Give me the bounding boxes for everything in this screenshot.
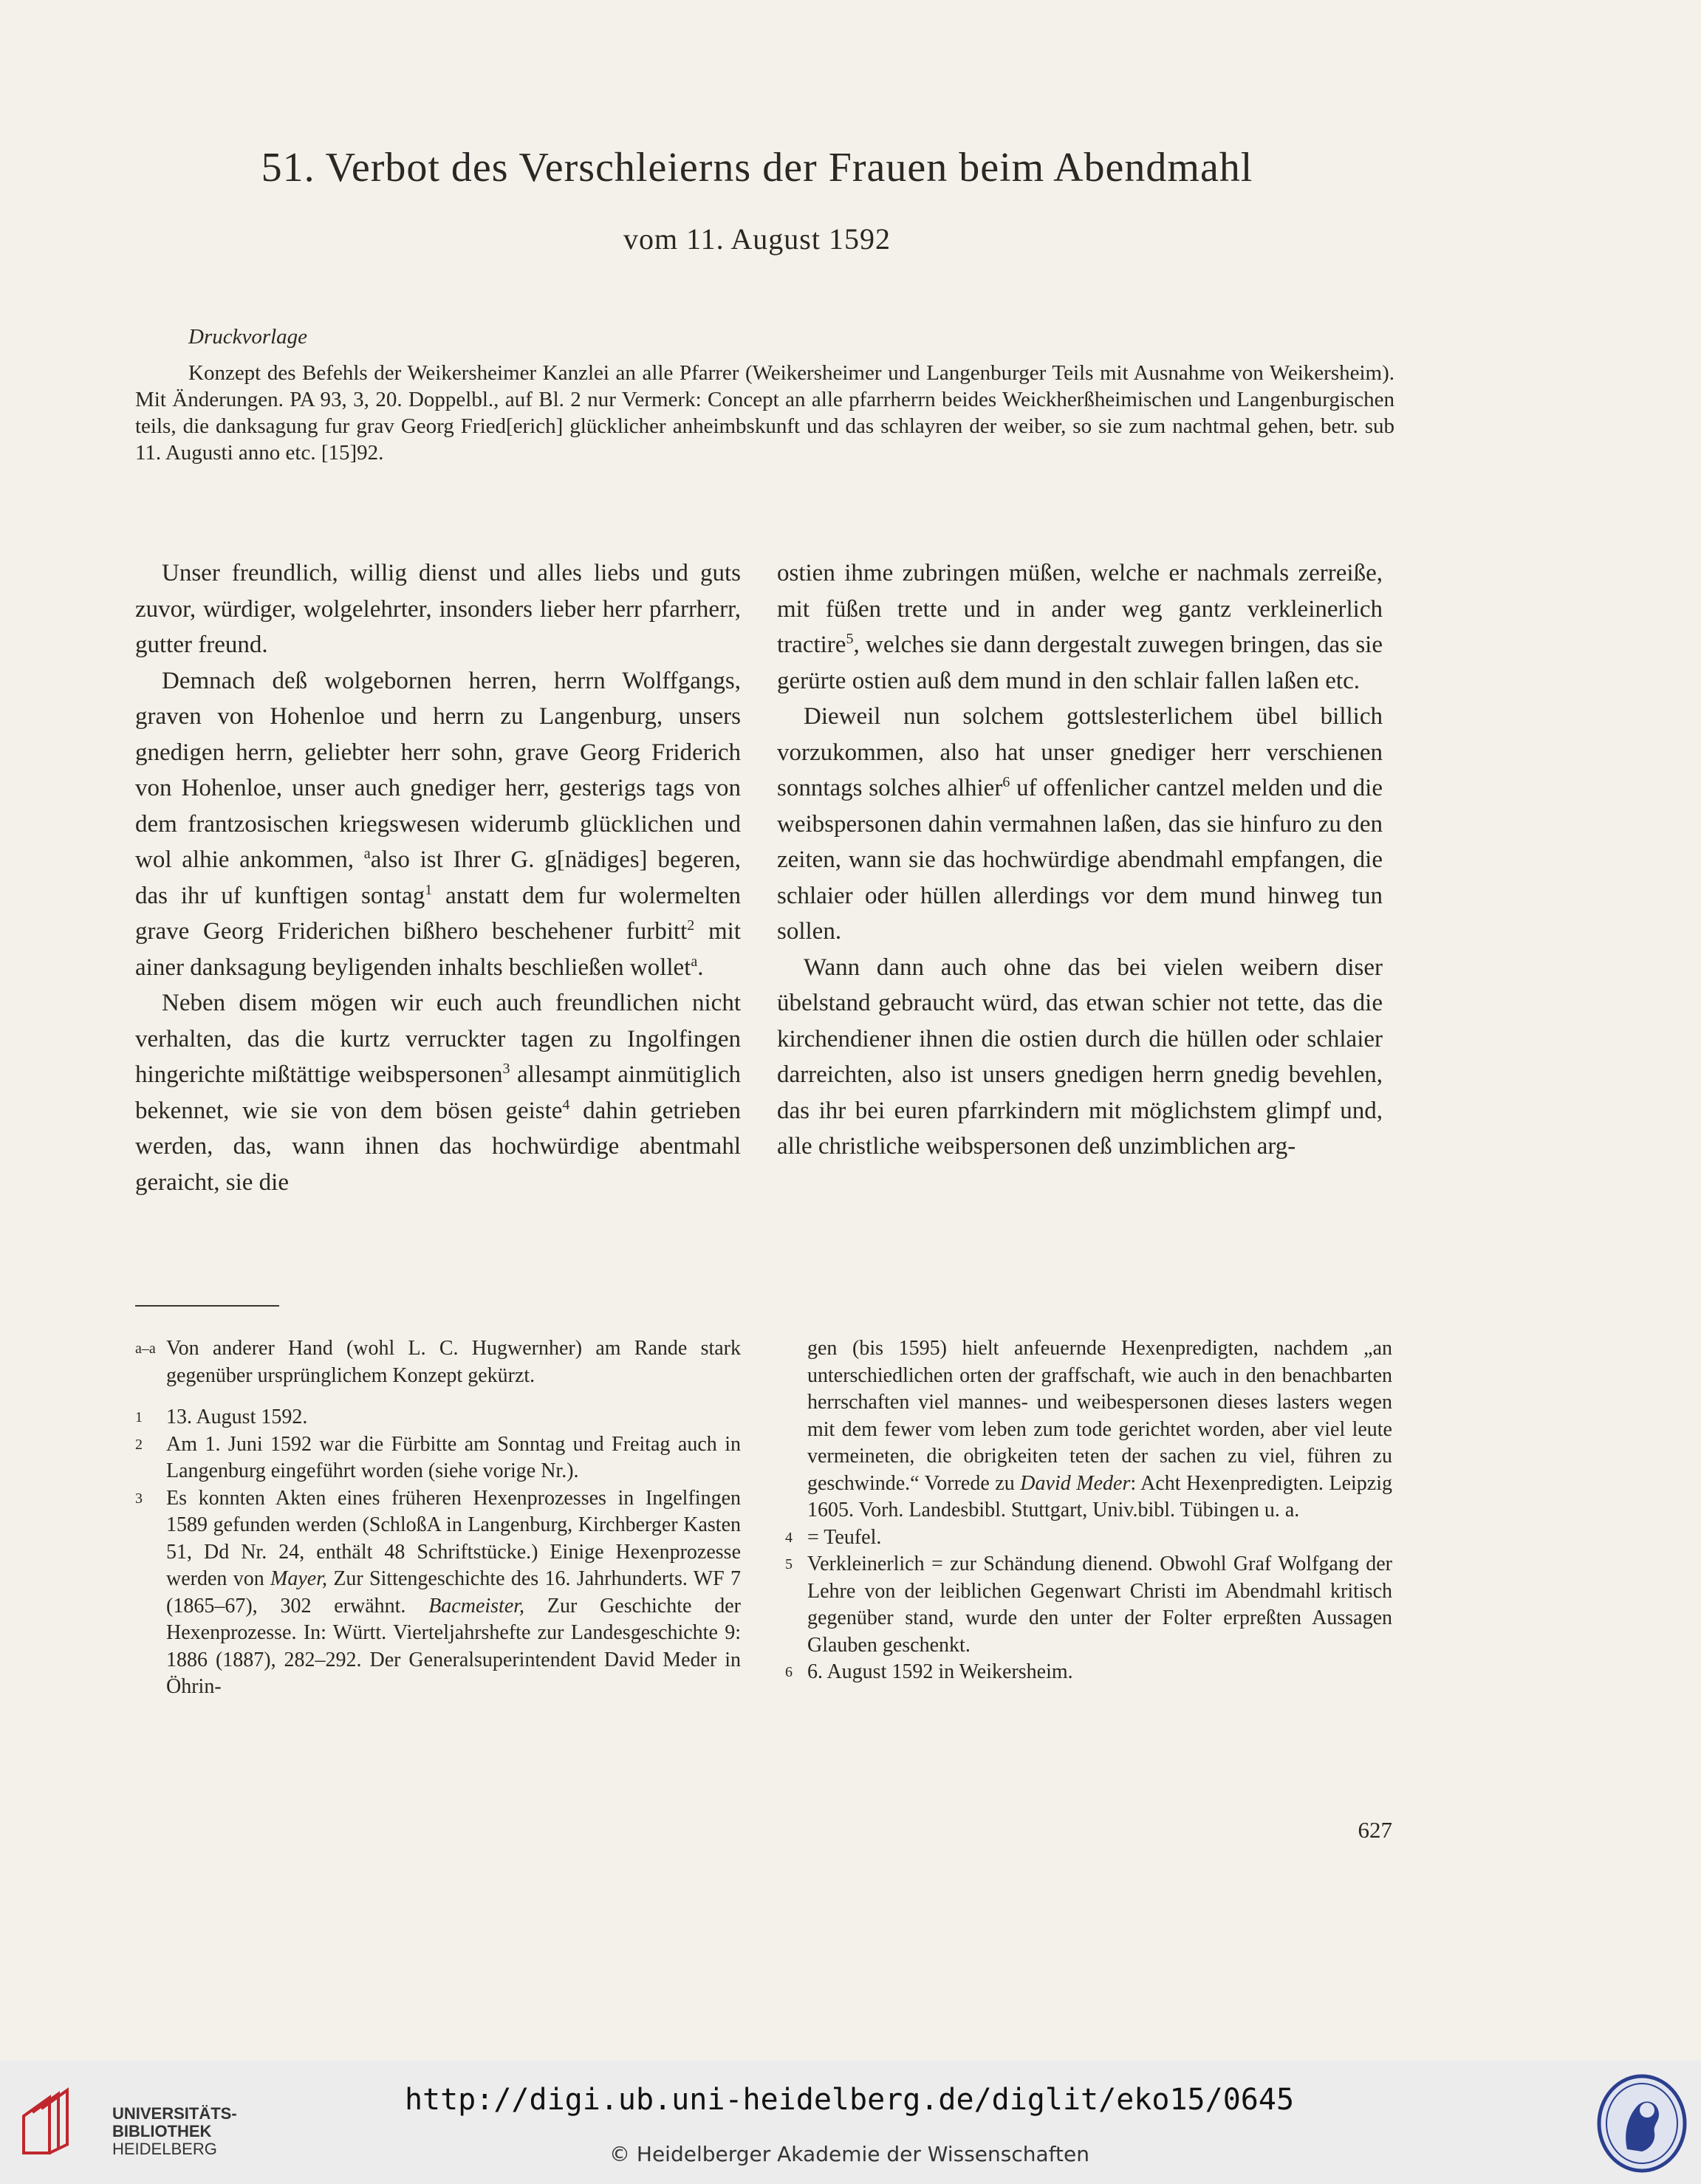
footnote-marker: a bbox=[691, 953, 698, 970]
footnote: 5 Verkleinerlich = zur Schändung dienend. Obwohl Graf Wolfgang der Lehre von der leiblichen Gegenwart Christi im Abendmahl kritisch gegenüber stand, wurde den unter der Folter erpreßten Aussagen Glauben geschenkt. bbox=[785, 1553, 1392, 1657]
copyright-credit: © Heidelberger Akademie der Wissenschaften bbox=[609, 2142, 1089, 2166]
footnote: 1 13. August 1592. bbox=[135, 1406, 308, 1428]
footnote-marker: 2 bbox=[687, 917, 695, 934]
university-library-logo[interactable] bbox=[16, 2087, 237, 2158]
source-description: Konzept des Befehls der Weikersheimer Kanzlei an alle Pfarrer (Weikersheimer und Langenburger Teils mit Ausnahme von Weikersheim). Mit Änderungen. PA 93, 3, 20. Doppelbl., auf Bl. 2 nur Vermerk: Concept an alle pfarrherrn beides Weickherßheimischen und Langenburgischen teils, die danksagung fur grav Georg Fried[erich] glücklicher anheimbskunft und das schlayren der weiber, so sie zum nachtmal gehen, betr. sub 11. Augusti anno etc. [15]92. bbox=[135, 361, 1394, 465]
paragraph: Dieweil nun solchem gottslesterlichem übel billich vorzukommen, also hat unser gnediger herr verschienen sonntags solches alhier$^6$ uf offenlicher cantzel melden und die weibspersonen dahin vermahnen laßen, das sie hinfuro zu den zeiten, wann sie das hochwürdige abendmahl empfangen, die schlaier oder hüllen allerdings vor dem mund hinweg tun sollen. bbox=[777, 703, 1383, 945]
main-text-right-column bbox=[777, 555, 1383, 1165]
footnote: 2 Am 1. Juni 1592 war die Fürbitte am Sonntag und Freitag auch in Langenburg eingeführt worden (siehe vorige Nr.). bbox=[135, 1432, 741, 1482]
document-title: 51. Verbot des Verschleierns der Frauen beim Abendmahl bbox=[261, 145, 1253, 191]
footnote-marker: 1 bbox=[425, 881, 433, 898]
main-text-left-column bbox=[135, 555, 741, 1200]
source-heading: Druckvorlage bbox=[188, 325, 308, 349]
library-logo-icon bbox=[16, 2087, 105, 2160]
footnotes-right-column bbox=[785, 1335, 1392, 1686]
footnote-marker: a bbox=[363, 846, 371, 862]
footnote: 6 6. August 1592 in Weikersheim. bbox=[785, 1660, 1073, 1683]
footnote-marker: 5 bbox=[846, 631, 854, 647]
paragraph: Neben disem mögen wir euch auch freundlichen nicht verhalten, das die kurtz verruckter tagen zu Ingolfingen hingerichte mißtättige weibspersonen$^3$ allesampt ainmütiglich bekennet, wie sie von dem bösen geiste$^4$ dahin getrieben werden, das, wann ihnen das hochwürdige abentmahl geraicht, sie die bbox=[135, 990, 741, 1196]
library-name: UNIVERSITÄTS- BIBLIOTHEK HEIDELBERG bbox=[112, 2104, 237, 2158]
footnote: a–a Von anderer Hand (wohl L. C. Hugwernher) am Rande stark gegenüber ursprünglichem Konzept gekürzt. bbox=[135, 1337, 741, 1387]
page-number: 627 bbox=[1358, 1817, 1392, 1843]
paragraph: Demnach deß wolgebornen herren, herrn Wolffgangs, graven von Hohenloe und herrn zu Langenburg, unsers gnedigen herrn, geliebter herr sohn, grave Georg Friderich von Hohenloe, unser auch gnediger herr, gesterigs tags von dem frantzosischen kriegswesen widerumb glücklichen und wol alhie ankommen, $^a$also ist Ihrer G. g[nädiges] begeren, das ihr uf kunftigen sontag$^1$ anstatt dem fur wolermelten grave Georg Friderichen bißhero beschehener furbitt$^2$ mit ainer danksagung beyligenden inhalts beschließen wollet$^a$. bbox=[135, 667, 741, 981]
footnote-continuation: gen (bis 1595) hielt anfeuernde Hexenpredigten, nachdem „an unterschiedlichen orten der graffschaft, wie auch in den benachbarten herrschaften viel mannes- und weibespersonen dieses lasters wegen mit dem fewer vom leben zum tode gerichtet worden, aber viel leute vermeineten, die obrigkeiten teten der sachen zu viel, führen zu geschwinde.“ Vorrede zu David Meder: Acht Hexenpredigten. Leipzig 1605. Vorh. Landesbibl. Stuttgart, Univ.bibl. Tübingen u. a. bbox=[807, 1337, 1392, 1521]
document-subtitle: vom 11. August 1592 bbox=[623, 222, 891, 256]
paragraph: Unser freundlich, willig dienst und alles liebs und guts zuvor, würdiger, wolgelehrter, insonders lieber herr pfarrherr, gutter freund. bbox=[135, 560, 741, 658]
paragraph: ostien ihme zubringen müßen, welche er nachmals zerreiße, mit füßen trette und in ander weg gantz verkleinerlich tractire$^5$, welches sie dann dergestalt zuwegen bringen, das sie gerürte ostien auß dem mund in den schlair fallen laßen etc. bbox=[777, 560, 1383, 694]
footnote-divider bbox=[135, 1305, 279, 1307]
footnote-marker: 4 bbox=[562, 1096, 570, 1113]
academy-seal bbox=[1594, 2072, 1690, 2175]
paragraph: Wann dann auch ohne das bei vielen weibern diser übelstand gebraucht würd, das etwan schier not tette, das die kirchendiener ihnen die ostien durch die hüllen oder schlaier darreichten, also ist unsers gnedigen herrn gnedig bevehlen, das ihr bei euren pfarrkindern mit möglichstem glimpf und, alle christliche weibspersonen deß unzimblichen arg- bbox=[777, 954, 1383, 1160]
library-footer bbox=[0, 2061, 1701, 2184]
permalink-url[interactable]: http://digi.ub.uni-heidelberg.de/diglit/eko15/0645 bbox=[404, 2083, 1295, 2117]
academy-seal-icon bbox=[1594, 2072, 1690, 2175]
footnote: 4 = Teufel. bbox=[785, 1525, 882, 1549]
footnote-marker: 3 bbox=[502, 1061, 510, 1077]
footnote: 3 Es konnten Akten eines früheren Hexenprozesses in Ingelfingen 1589 gefunden werden (SchloßA in Langenburg, Kirchberger Kasten 51, Dd Nr. 24, enthält 48 Schriftstücke.) Einige Hexenprozesse werden von Mayer, Zur Sittengeschichte des 16. Jahrhunderts. WF 7 (1865–67), 302 erwähnt. Bacmeister, Zur Geschichte der Hexenprozesse. In: Württ. Vierteljahrshefte zur Landesgeschichte 9: 1886 (1887), 282–292. Der Generalsuperintendent David Meder in Öhrin- bbox=[135, 1486, 742, 1698]
footnote-marker: 6 bbox=[1002, 774, 1010, 790]
footnotes-left-column bbox=[135, 1335, 741, 1701]
